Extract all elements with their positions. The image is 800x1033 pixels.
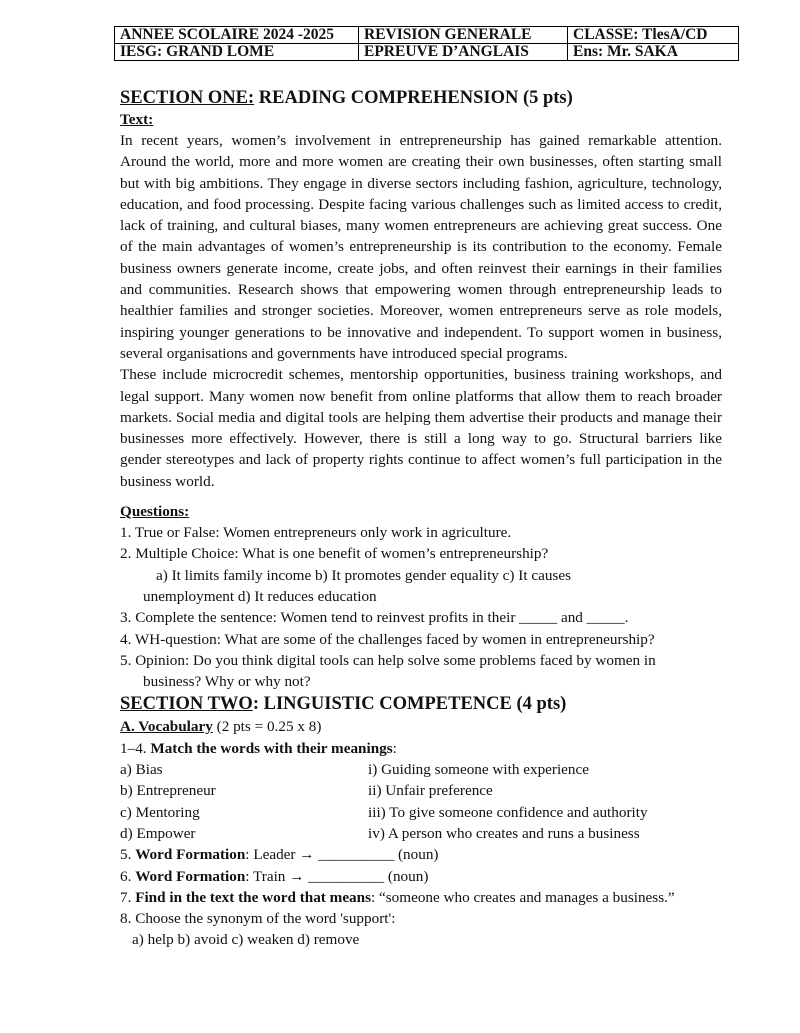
vocab-question-6 xyxy=(120,866,722,887)
reading-paragraph-1: In recent years, women’s involvement in entrepreneurship has gained remarkable attention. Around the world, more and more women are creating their own businesses, often starting small but with big ambitions. They engage in diverse sectors including fashion, agriculture, technology, education, and food processing. Despite facing various challenges such as limited access to credit, lack of training, and cultural biases, many women entrepreneurs are achieving great success. One of the main advantages of women’s entrepreneurship is its contribution to the economy. Female business owners generate income, create jobs, and often reinvest their earnings in their families and communities. Research shows that empowering women through entrepreneurship leads to healthier families and stronger societies. Moreover, women entrepreneurs serve as role models, inspiring younger generations to be innovative and independent. To support women in business, several organisations and governments have introduced special programs. xyxy=(120,132,722,362)
match-row xyxy=(120,802,722,823)
vocab-q6-bold: Word Formation xyxy=(135,867,246,885)
section-two-label: SECTION TWO xyxy=(120,694,253,715)
vocab-question-5 xyxy=(120,844,722,865)
match-meaning: ii) Unfair preference xyxy=(368,782,493,800)
question-5: 5. Opinion: Do you think digital tools can help solve some problems faced by women in xyxy=(120,651,656,669)
question-2-options: a) It limits family income b) It promotes gender equality c) It causes xyxy=(156,566,571,584)
vocab-q5-text: : Leader → __________ (noun) xyxy=(245,846,439,864)
teacher-cell: Ens: Mr. SAKA xyxy=(568,44,739,61)
questions-label: Questions: xyxy=(120,503,190,521)
vocab-q5-number: 5. xyxy=(120,846,136,864)
match-row xyxy=(120,780,722,801)
question-2: 2. Multiple Choice: What is one benefit of women’s entrepreneurship? xyxy=(120,545,549,563)
question-5-cont: business? Why or why not? xyxy=(143,673,311,691)
match-colon: : xyxy=(392,739,397,757)
vocab-question-7 xyxy=(120,887,722,908)
school-name-cell: IESG: GRAND LOME xyxy=(115,44,359,61)
match-instruction-bold: Match the words with their meanings xyxy=(150,739,393,757)
vocab-q7-text: : “someone who creates and manages a business.” xyxy=(371,888,675,906)
match-meaning: iii) To give someone confidence and authority xyxy=(368,803,648,821)
section-one-title xyxy=(120,86,722,110)
question-2-options-cont: unemployment d) It reduces education xyxy=(143,587,377,605)
vocab-question-8: 8. Choose the synonym of the word 'support': xyxy=(120,910,396,928)
question-3: 3. Complete the sentence: Women tend to reinvest profits in their _____ and _____. xyxy=(120,609,629,627)
section-one-heading: READING COMPREHENSION (5 pts) xyxy=(254,88,573,108)
text-label: Text: xyxy=(120,111,154,128)
match-instruction xyxy=(120,738,722,759)
vocab-q6-number: 6. xyxy=(120,867,136,885)
match-row xyxy=(120,759,722,780)
vocab-q7-number: 7. xyxy=(120,888,136,906)
match-word: d) Empower xyxy=(120,824,196,842)
class-cell: CLASSE: TlesA/CD xyxy=(568,27,739,44)
match-word: b) Entrepreneur xyxy=(120,782,216,800)
match-word: a) Bias xyxy=(120,761,163,779)
match-number: 1–4. xyxy=(120,739,151,757)
header-table xyxy=(114,26,739,61)
section-two-heading: : LINGUISTIC COMPETENCE (4 pts) xyxy=(252,694,567,715)
subject-cell: EPREUVE D’ANGLAIS xyxy=(359,44,568,61)
header-row xyxy=(115,27,739,44)
section-one-label: SECTION ONE: xyxy=(120,88,255,108)
reading-paragraph-2: These include microcredit schemes, mentorship opportunities, business training workshops, and legal support. Many women now benefit from online platforms that allow them to reach broader markets. Social media and digital tools are helping them advertise their products and manage their businesses more effectively. However, there is still a long way to go. Structural barriers like gender stereotypes and lack of property rights continue to affect women’s full participation in the business world. xyxy=(120,366,722,490)
revision-cell: REVISION GENERALE xyxy=(359,27,568,44)
vocabulary-heading xyxy=(120,716,722,737)
vocab-q6-text: : Train → __________ (noun) xyxy=(245,867,429,885)
main-content xyxy=(120,86,722,951)
vocab-q5-bold: Word Formation xyxy=(135,846,246,864)
question-4: 4. WH-question: What are some of the challenges faced by women in entrepreneurship? xyxy=(120,630,655,648)
vocab-q7-bold: Find in the text the word that means xyxy=(135,888,372,906)
match-row xyxy=(120,823,722,844)
school-year-cell: ANNEE SCOLAIRE 2024 -2025 xyxy=(115,27,359,44)
vocabulary-label: A. Vocabulary xyxy=(120,718,213,736)
match-word: c) Mentoring xyxy=(120,803,200,821)
vocab-question-8-options: a) help b) avoid c) weaken d) remove xyxy=(132,931,360,949)
match-meaning: iv) A person who creates and runs a business xyxy=(368,824,640,842)
match-meaning: i) Guiding someone with experience xyxy=(368,761,589,779)
header-row xyxy=(115,44,739,61)
question-1: 1. True or False: Women entrepreneurs only work in agriculture. xyxy=(120,524,512,542)
vocabulary-points: (2 pts = 0.25 x 8) xyxy=(212,718,322,736)
section-two-title xyxy=(120,692,722,716)
